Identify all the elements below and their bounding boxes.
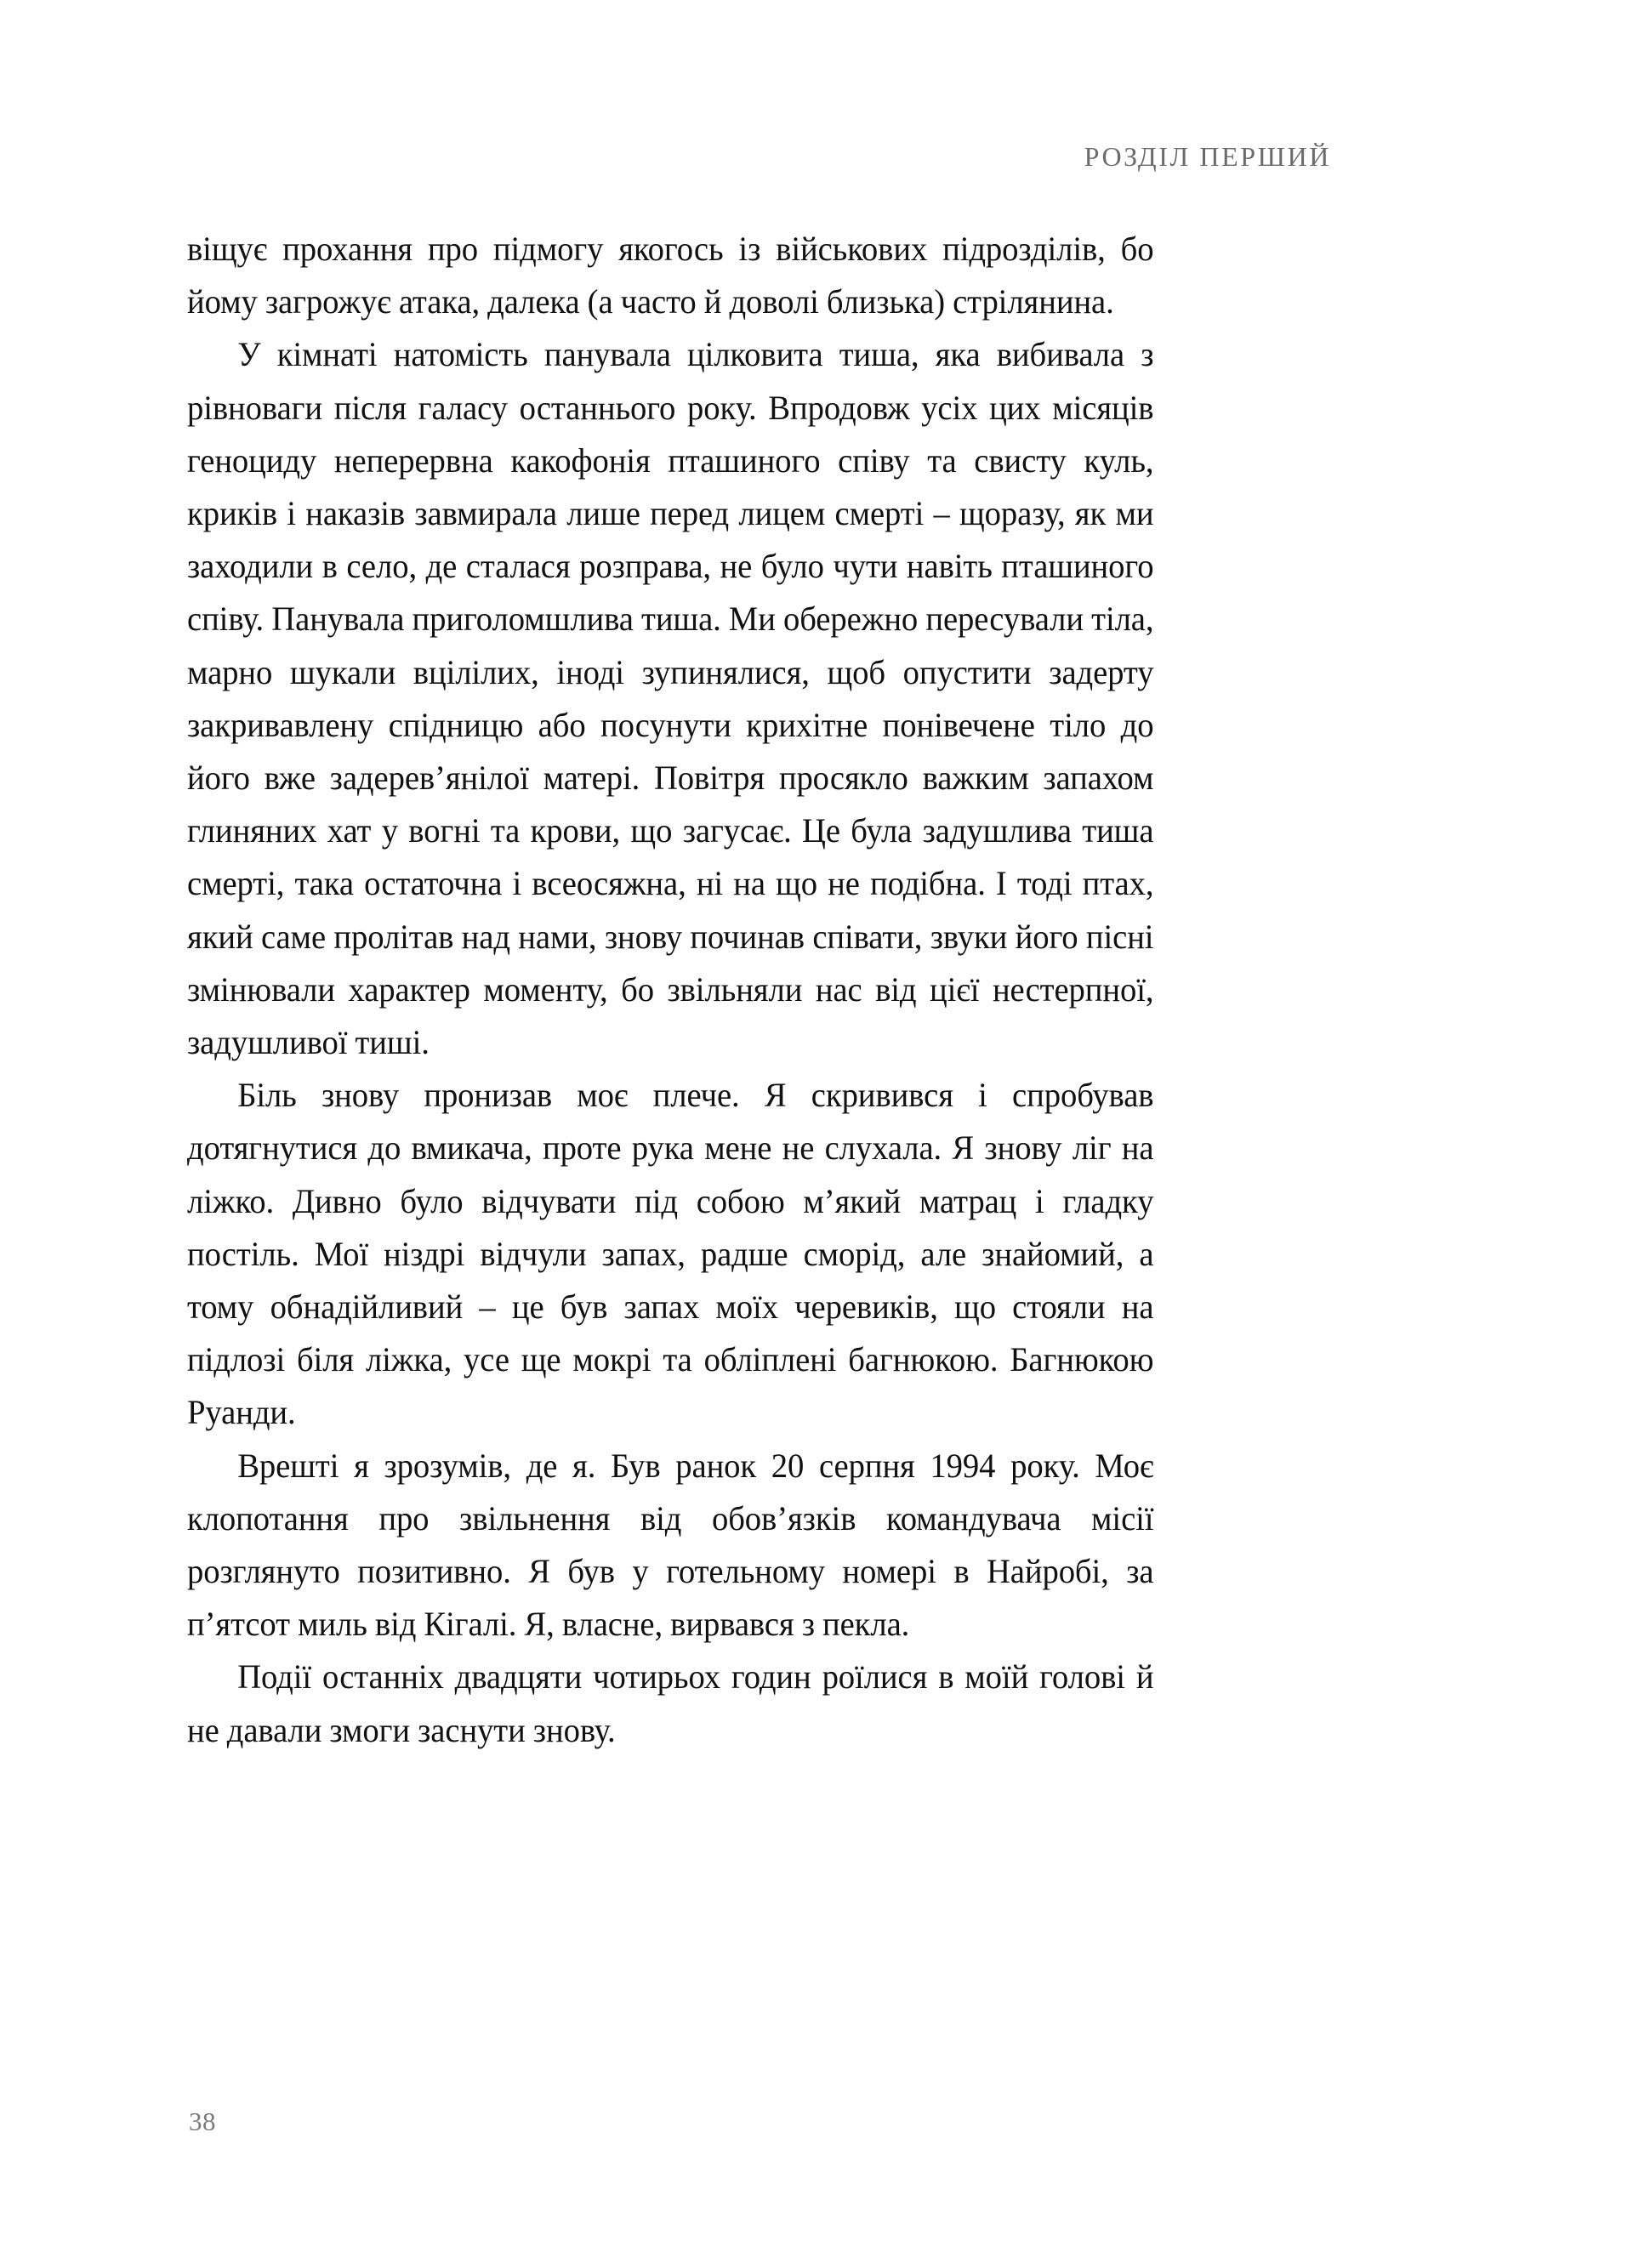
paragraph: Події останніх двадцяти чотирьох годин роїлися в моїй голові й не давали змоги заснути знову. <box>187 1657 1154 1749</box>
paragraph: віщує прохання про підмогу якогось із військових підрозділів, бо йому загрожує атака, далека (а часто й доволі близька) стрілянина. <box>187 230 1154 321</box>
paragraph: Біль знову пронизав моє плече. Я скривився і спробував дотягнутися до вмикача, проте рука мене не слухала. Я знову ліг на ліжко. Дивно було відчувати під собою м’який матрац і гладку постіль. Мої ніздрі відчули запах, радше сморід, але знайомий, а тому обнадійливий – це був запах моїх черевиків, що стояли на підлозі біля ліжка, усе ще мокрі та обліплені багнюкою. Багнюкою Руанди. <box>187 1076 1154 1432</box>
body-text-block <box>187 223 1199 1757</box>
paragraph: У кімнаті натомість панувала цілковита тиша, яка вибивала з рівноваги після галасу останнього року. Впродовж усіх цих місяців геноциду неперервна какофонія пташиного співу та свисту куль, криків і наказів завмирала лише перед лицем смерті – щоразу, як ми заходили в село, де сталася розправа, не було чути навіть пташиного співу. Панувала приголомшлива тиша. Ми обережно пересували тіла, марно шукали вцілілих, іноді зупинялися, щоб опустити задерту закривавлену спідницю або посунути крихітне понівечене тіло до його вже задерев’янілої матері. Повітря просякло важким запахом глиняних хат у вогні та крови, що загусає. Це була задушлива тиша смерті, така остаточна і всеосяжна, ні на що не подібна. І тоді птах, який саме пролітав над нами, знову починав співати, звуки його пісні змінювали характер моменту, бо звільняли нас від цієї нестерпної, задушливої тиші. <box>187 335 1154 1062</box>
page-number: 38 <box>189 2106 216 2136</box>
paragraph: Врешті я зрозумів, де я. Був ранок 20 серпня 1994 року. Моє клопотання про звільнення від обов’язків командувача місії розглянуто позитивно. Я був у готельному номері в Найробі, за п’ятсот миль від Кігалі. Я, власне, вирвався з пекла. <box>187 1446 1154 1644</box>
running-head: РОЗДІЛ ПЕРШИЙ <box>1084 141 1331 172</box>
